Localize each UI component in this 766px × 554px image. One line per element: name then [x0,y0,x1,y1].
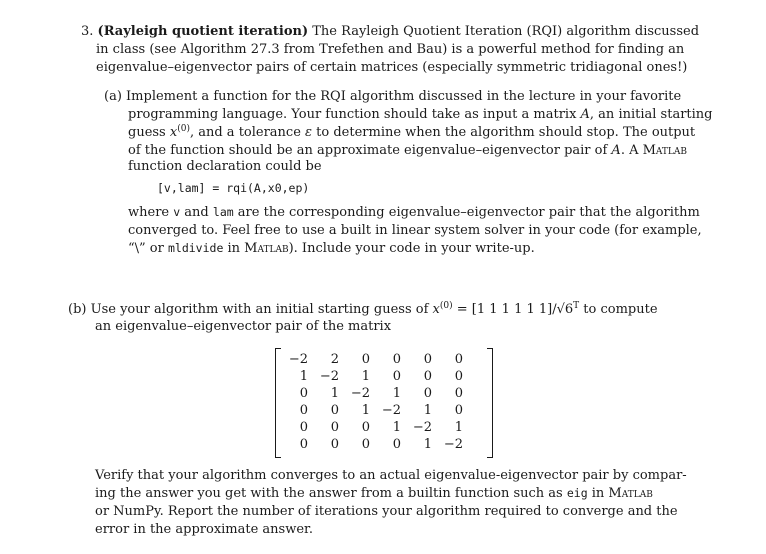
part-b-line-2: an eigenvalue–eigenvector pair of the matrix [95,319,392,334]
matrix-right-bracket [487,348,493,458]
matrix-cell-r6-c5: 1 [423,437,432,452]
matrix-cell-r6-c4: 0 [392,437,401,452]
matrix-cell-r3-c3: −2 [350,386,370,401]
matrix-cell-r3-c6: 0 [454,386,463,401]
part-a-line-2: programming language. Your function should take as input a matrix A, an initial starting [128,107,713,122]
matrix-cell-r1-c2: 2 [330,352,339,367]
tridiagonal-matrix [275,348,493,456]
matrix-cell-r4-c5: 1 [423,403,432,418]
matrix-cell-r2-c5: 0 [423,369,432,384]
matrix-cell-r2-c3: 1 [361,369,370,384]
problem-title: (Rayleigh quotient iteration) [97,24,309,39]
problem-intro-1: The Rayleigh Quotient Iteration (RQI) algorithm discussed [312,24,700,39]
verify-line-4: error in the approximate answer. [95,522,313,537]
problem-intro-3: eigenvalue–eigenvector pairs of certain matrices (especially symmetric tridiagonal ones!) [96,60,688,75]
matrix-cell-r4-c3: 1 [361,403,370,418]
part-a-after-1: where v and lam are the corresponding eigenvalue–eigenvector pair that the algorithm [128,205,700,220]
matrix-cell-r4-c6: 0 [454,403,463,418]
verify-line-2: ing the answer you get with the answer from a builtin function such as eig in Matlab [95,486,653,501]
matrix-cell-r2-c2: −2 [319,369,339,384]
matrix-cell-r4-c4: −2 [381,403,401,418]
matrix-cell-r5-c1: 0 [299,420,308,435]
part-a-after-2: converged to. Feel free to use a built in linear system solver in your code (for example, [128,223,702,238]
matrix-cell-r2-c6: 0 [454,369,463,384]
matrix-cell-r1-c3: 0 [361,352,370,367]
matrix-cell-r5-c6: 1 [454,420,463,435]
matrix-cell-r6-c6: −2 [443,437,463,452]
part-a-line-5: function declaration could be [128,159,322,174]
matrix-cell-r1-c4: 0 [392,352,401,367]
part-a-label: (a) [104,89,122,104]
matrix-cell-r3-c4: 1 [392,386,401,401]
problem-header-line-1 [81,23,699,40]
part-a-line-4: of the function should be an approximate eigenvalue–eigenvector pair of A. A Matlab [128,143,688,158]
matrix-cell-r5-c5: −2 [412,420,432,435]
matrix-cell-r1-c6: 0 [454,352,463,367]
function-declaration-code: [v,lam] = rqi(A,x0,ep) [157,181,310,195]
problem-intro-2: in class (see Algorithm 27.3 from Trefethen and Bau) is a powerful method for finding an [96,42,685,57]
matrix-cell-r3-c2: 1 [330,386,339,401]
matrix-cell-r6-c2: 0 [330,437,339,452]
part-b-line-1: (b) Use your algorithm with an initial starting guess of $x^{(0)} = [1$ 1 1 1 1 $1]/√6^T$ to compute [68,301,658,317]
problem-number: 3. [81,24,94,39]
part-b-label: (b) [68,302,87,317]
matrix-cell-r1-c5: 0 [423,352,432,367]
matrix-cell-r2-c4: 0 [392,369,401,384]
matrix-cell-r4-c1: 0 [299,403,308,418]
matrix-cell-r1-c1: −2 [288,352,308,367]
part-a-line-1: (a) Implement a function for the RQI algorithm discussed in the lecture in your favorite [104,89,682,104]
matrix-cell-r4-c2: 0 [330,403,339,418]
matrix-cell-r5-c4: 1 [392,420,401,435]
matrix-cell-r6-c3: 0 [361,437,370,452]
matrix-cell-r3-c5: 0 [423,386,432,401]
verify-line-1: Verify that your algorithm converges to an actual eigenvalue-eigenvector pair by compar- [95,468,687,483]
matrix-cell-r5-c3: 0 [361,420,370,435]
matrix-cell-r3-c1: 0 [299,386,308,401]
matrix-cell-r5-c2: 0 [330,420,339,435]
verify-line-3: or NumPy. Report the number of iterations your algorithm required to converge and the [95,504,678,519]
part-a-after-3: “\” or mldivide in Matlab). Include your code in your write-up. [128,241,535,256]
part-a-line-3: guess $x^{(0)}$, and a tolerance ε to determine when the algorithm should stop. The output [128,124,696,140]
matrix-cell-r2-c1: 1 [299,369,308,384]
matrix-cell-r6-c1: 0 [299,437,308,452]
